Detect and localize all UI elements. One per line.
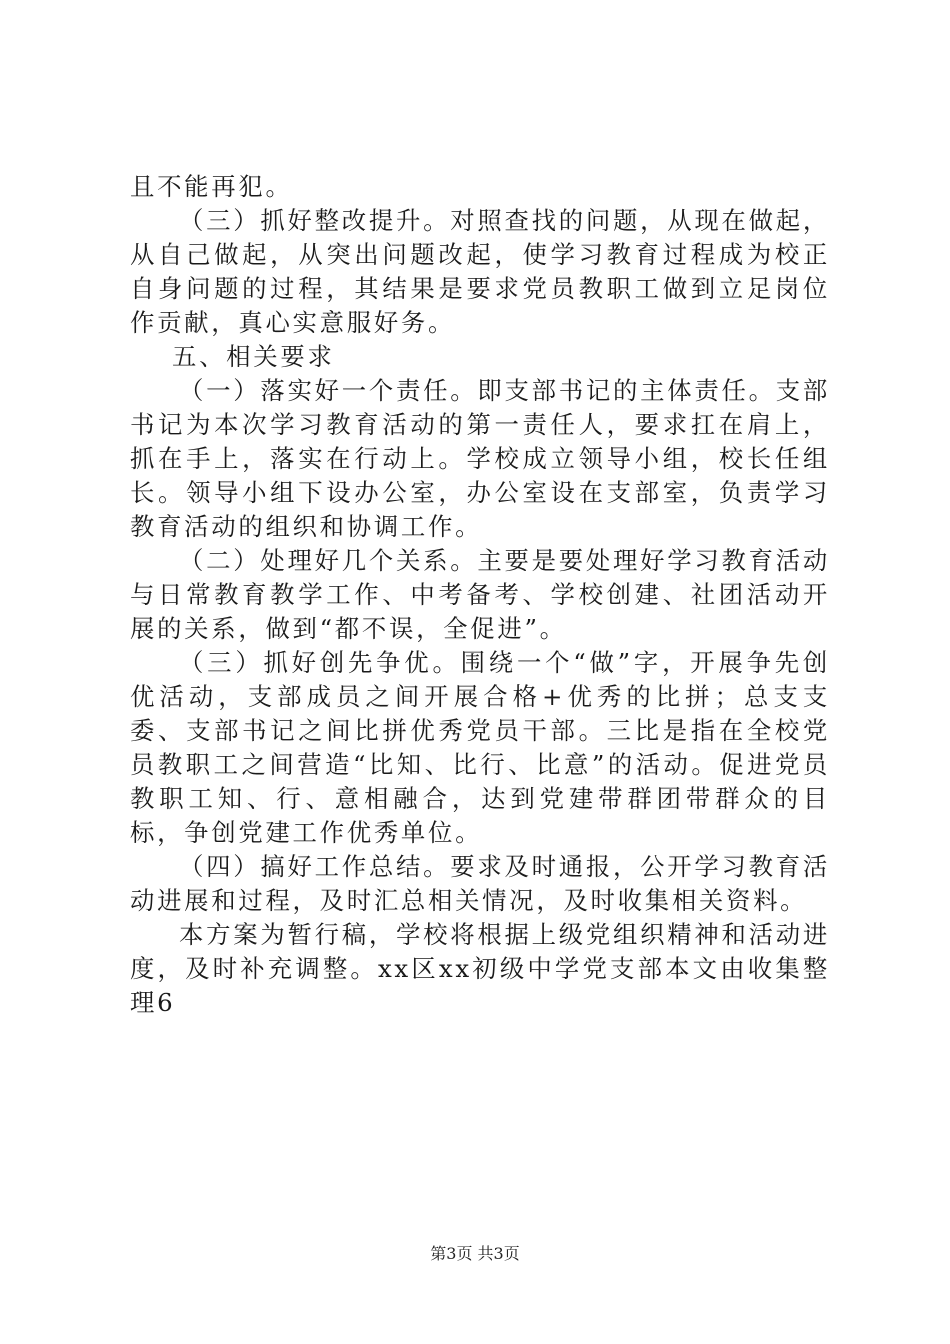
paragraph-continuation: 且不能再犯。 [130, 172, 293, 201]
paragraph-summary: （四）搞好工作总结。要求及时通报，公开学习教育活动进展和过程，及时汇总相关情况，及时收集相关资料。 [130, 852, 830, 915]
document-body [130, 170, 830, 1020]
page-number-footer: 第3页 共3页 [430, 1244, 520, 1263]
paragraph-rectification: （三）抓好整改提升。对照查找的问题，从现在做起，从自己做起，从突出问题改起，使学习教育过程成为校正自身问题的过程，其结果是要求党员教职工做到立足岗位作贡献，真心实意服好务。 [130, 206, 830, 337]
paragraph-relationships: （二）处理好几个关系。主要是要处理好学习教育活动与日常教育教学工作、中考备考、学校创建、社团活动开展的关系，做到“都不误，全促进”。 [130, 546, 830, 643]
paragraph-excellence: （三）抓好创先争优。围绕一个“做”字，开展争先创优活动，支部成员之间开展合格+优秀的比拼；总支支委、支部书记之间比拼优秀党员干部。三比是指在全校党员教职工之间营造“比知、比行、比意”的活动。促进党员教职工知、行、意相融合，达到党建带群团带群众的目标，争创党建工作优秀单位。 [130, 648, 830, 847]
section-heading-requirements: 五、相关要求 [172, 342, 335, 371]
paragraph-responsibility: （一）落实好一个责任。即支部书记的主体责任。支部书记为本次学习教育活动的第一责任人，要求扛在肩上，抓在手上，落实在行动上。学校成立领导小组，校长任组长。领导小组下设办公室，办公室设在支部室，负责学习教育活动的组织和协调工作。 [130, 376, 830, 541]
paragraph-closing: 本方案为暂行稿，学校将根据上级党组织精神和活动进度，及时补充调整。xx区xx初级中学党支部本文由收集整理6 [130, 920, 830, 1017]
